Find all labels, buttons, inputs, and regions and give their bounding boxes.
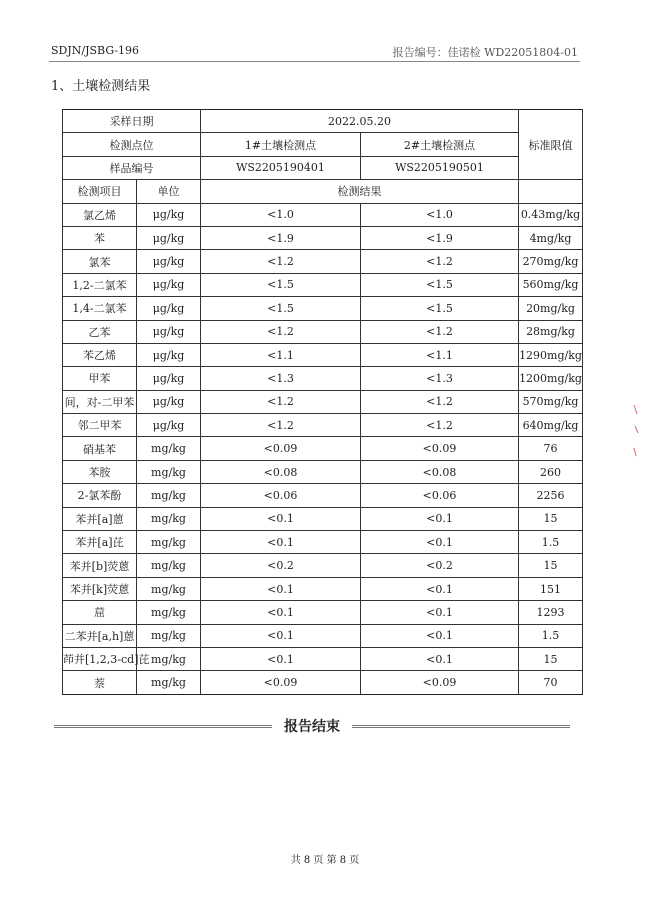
result-1-cell: <0.1 [201, 577, 361, 600]
result-header: 检测结果 [201, 180, 519, 203]
result-2-cell: <1.5 [361, 273, 519, 296]
unit-header: 单位 [137, 180, 201, 203]
page-footer: 共 8 页 第 8 页 [290, 855, 360, 866]
limit-cell: 0.43mg/kg [519, 203, 583, 226]
item-cell: 苯并[k]荧蒽 [63, 577, 137, 600]
table-row [63, 577, 583, 600]
limit-cell: 20mg/kg [519, 297, 583, 320]
table-row [63, 367, 583, 390]
table-row [63, 320, 583, 343]
table-row-location [63, 133, 583, 156]
limit-cell: 15 [519, 554, 583, 577]
result-2-cell: <1.2 [361, 250, 519, 273]
item-cell: 茚并[1,2,3-cd]芘 [63, 647, 137, 670]
section-title: 1、土壤检测结果 [51, 79, 151, 94]
sample-id-label: 样品编号 [63, 156, 201, 179]
unit-cell: mg/kg [137, 671, 201, 694]
unit-cell: mg/kg [137, 624, 201, 647]
unit-cell: μg/kg [137, 414, 201, 437]
result-2-cell: <1.1 [361, 343, 519, 366]
table-row [63, 624, 583, 647]
seal-edge-mark [633, 400, 639, 470]
item-cell: 萘 [63, 671, 137, 694]
limit-cell: 28mg/kg [519, 320, 583, 343]
location-1: 1#土壤检测点 [201, 133, 361, 156]
result-2-cell: <1.9 [361, 226, 519, 249]
result-1-cell: <0.1 [201, 647, 361, 670]
table-row-column-headers [63, 180, 583, 203]
result-1-cell: <1.9 [201, 226, 361, 249]
result-1-cell: <1.2 [201, 414, 361, 437]
result-2-cell: <0.06 [361, 484, 519, 507]
result-1-cell: <1.0 [201, 203, 361, 226]
document-code: SDJN/JSBG-196 [51, 44, 140, 57]
limit-cell: 151 [519, 577, 583, 600]
end-dash-right [352, 725, 570, 728]
table-row [63, 531, 583, 554]
unit-cell: μg/kg [137, 226, 201, 249]
report-number: 报告编号：佳诺检 WD22051804-01 [392, 46, 578, 59]
unit-cell: μg/kg [137, 343, 201, 366]
table-row [63, 437, 583, 460]
limit-cell: 15 [519, 647, 583, 670]
result-2-cell: <1.2 [361, 390, 519, 413]
result-1-cell: <1.5 [201, 273, 361, 296]
result-2-cell: <0.1 [361, 507, 519, 530]
limit-cell: 4mg/kg [519, 226, 583, 249]
item-cell: 氯乙烯 [63, 203, 137, 226]
result-2-cell: <0.1 [361, 601, 519, 624]
limit-cell: 2256 [519, 484, 583, 507]
item-cell: 氯苯 [63, 250, 137, 273]
table-row [63, 390, 583, 413]
unit-cell: μg/kg [137, 320, 201, 343]
result-1-cell: <1.1 [201, 343, 361, 366]
result-1-cell: <0.1 [201, 531, 361, 554]
result-2-cell: <0.08 [361, 460, 519, 483]
table-row [63, 297, 583, 320]
table-row-sampling-date [63, 110, 583, 133]
item-cell: 二苯并[a,h]蒽 [63, 624, 137, 647]
item-cell: 1,4-二氯苯 [63, 297, 137, 320]
result-1-cell: <1.3 [201, 367, 361, 390]
item-cell: 硝基苯 [63, 437, 137, 460]
item-cell: 苯并[b]荧蒽 [63, 554, 137, 577]
item-cell: 甲苯 [63, 367, 137, 390]
limit-cell: 70 [519, 671, 583, 694]
result-2-cell: <0.1 [361, 624, 519, 647]
unit-cell: μg/kg [137, 297, 201, 320]
item-cell: 苯乙烯 [63, 343, 137, 366]
result-1-cell: <0.1 [201, 624, 361, 647]
soil-results-table [62, 109, 583, 695]
sample-id-2: WS2205190501 [361, 156, 519, 179]
result-1-cell: <1.2 [201, 390, 361, 413]
table-row [63, 554, 583, 577]
report-end-marker [54, 716, 570, 736]
table-row [63, 601, 583, 624]
item-cell: 间，对-二甲苯 [63, 390, 137, 413]
unit-cell: mg/kg [137, 577, 201, 600]
item-header: 检测项目 [63, 180, 137, 203]
result-2-cell: <0.09 [361, 671, 519, 694]
location-label: 检测点位 [63, 133, 201, 156]
result-1-cell: <0.2 [201, 554, 361, 577]
sampling-date-label: 采样日期 [63, 110, 201, 133]
result-1-cell: <1.5 [201, 297, 361, 320]
limit-header-empty [519, 180, 583, 203]
table-row-sample-id [63, 156, 583, 179]
unit-cell: mg/kg [137, 531, 201, 554]
limit-cell: 15 [519, 507, 583, 530]
limit-cell: 260 [519, 460, 583, 483]
result-2-cell: <1.5 [361, 297, 519, 320]
unit-cell: mg/kg [137, 437, 201, 460]
unit-cell: mg/kg [137, 460, 201, 483]
location-2: 2#土壤检测点 [361, 133, 519, 156]
table-row [63, 203, 583, 226]
result-1-cell: <0.1 [201, 507, 361, 530]
limit-cell: 1.5 [519, 624, 583, 647]
table-row [63, 671, 583, 694]
unit-cell: μg/kg [137, 250, 201, 273]
limit-cell: 1293 [519, 601, 583, 624]
table-row [63, 484, 583, 507]
limit-cell: 640mg/kg [519, 414, 583, 437]
result-2-cell: <0.1 [361, 577, 519, 600]
result-2-cell: <0.09 [361, 437, 519, 460]
item-cell: 1,2-二氯苯 [63, 273, 137, 296]
standard-limit-header: 标准限值 [519, 110, 583, 180]
table-row [63, 250, 583, 273]
unit-cell: μg/kg [137, 367, 201, 390]
result-1-cell: <1.2 [201, 320, 361, 343]
result-1-cell: <0.06 [201, 484, 361, 507]
item-cell: 䓛 [63, 601, 137, 624]
unit-cell: mg/kg [137, 647, 201, 670]
item-cell: 苯胺 [63, 460, 137, 483]
limit-cell: 270mg/kg [519, 250, 583, 273]
limit-cell: 1200mg/kg [519, 367, 583, 390]
limit-cell: 1290mg/kg [519, 343, 583, 366]
result-2-cell: <1.2 [361, 320, 519, 343]
sample-id-1: WS2205190401 [201, 156, 361, 179]
item-cell: 邻二甲苯 [63, 414, 137, 437]
limit-cell: 76 [519, 437, 583, 460]
result-1-cell: <0.08 [201, 460, 361, 483]
table-row [63, 273, 583, 296]
result-2-cell: <1.0 [361, 203, 519, 226]
unit-cell: μg/kg [137, 203, 201, 226]
result-2-cell: <1.3 [361, 367, 519, 390]
item-cell: 乙苯 [63, 320, 137, 343]
limit-cell: 1.5 [519, 531, 583, 554]
report-end-text: 报告结束 [284, 719, 340, 735]
result-2-cell: <0.2 [361, 554, 519, 577]
result-2-cell: <0.1 [361, 647, 519, 670]
item-cell: 苯 [63, 226, 137, 249]
limit-cell: 560mg/kg [519, 273, 583, 296]
limit-cell: 570mg/kg [519, 390, 583, 413]
result-1-cell: <0.09 [201, 671, 361, 694]
table-row [63, 414, 583, 437]
unit-cell: μg/kg [137, 273, 201, 296]
result-2-cell: <0.1 [361, 531, 519, 554]
unit-cell: mg/kg [137, 554, 201, 577]
result-1-cell: <1.2 [201, 250, 361, 273]
table-row [63, 226, 583, 249]
item-cell: 2-氯苯酚 [63, 484, 137, 507]
item-cell: 苯并[a]芘 [63, 531, 137, 554]
unit-cell: mg/kg [137, 507, 201, 530]
unit-cell: mg/kg [137, 484, 201, 507]
table-row [63, 343, 583, 366]
result-1-cell: <0.1 [201, 601, 361, 624]
table-row [63, 507, 583, 530]
results-table-body [63, 110, 583, 695]
table-row [63, 647, 583, 670]
sampling-date-value: 2022.05.20 [201, 110, 519, 133]
unit-cell: μg/kg [137, 390, 201, 413]
result-1-cell: <0.09 [201, 437, 361, 460]
table-row [63, 460, 583, 483]
result-2-cell: <1.2 [361, 414, 519, 437]
item-cell: 苯并[a]蒽 [63, 507, 137, 530]
header-divider [49, 61, 580, 62]
unit-cell: mg/kg [137, 601, 201, 624]
